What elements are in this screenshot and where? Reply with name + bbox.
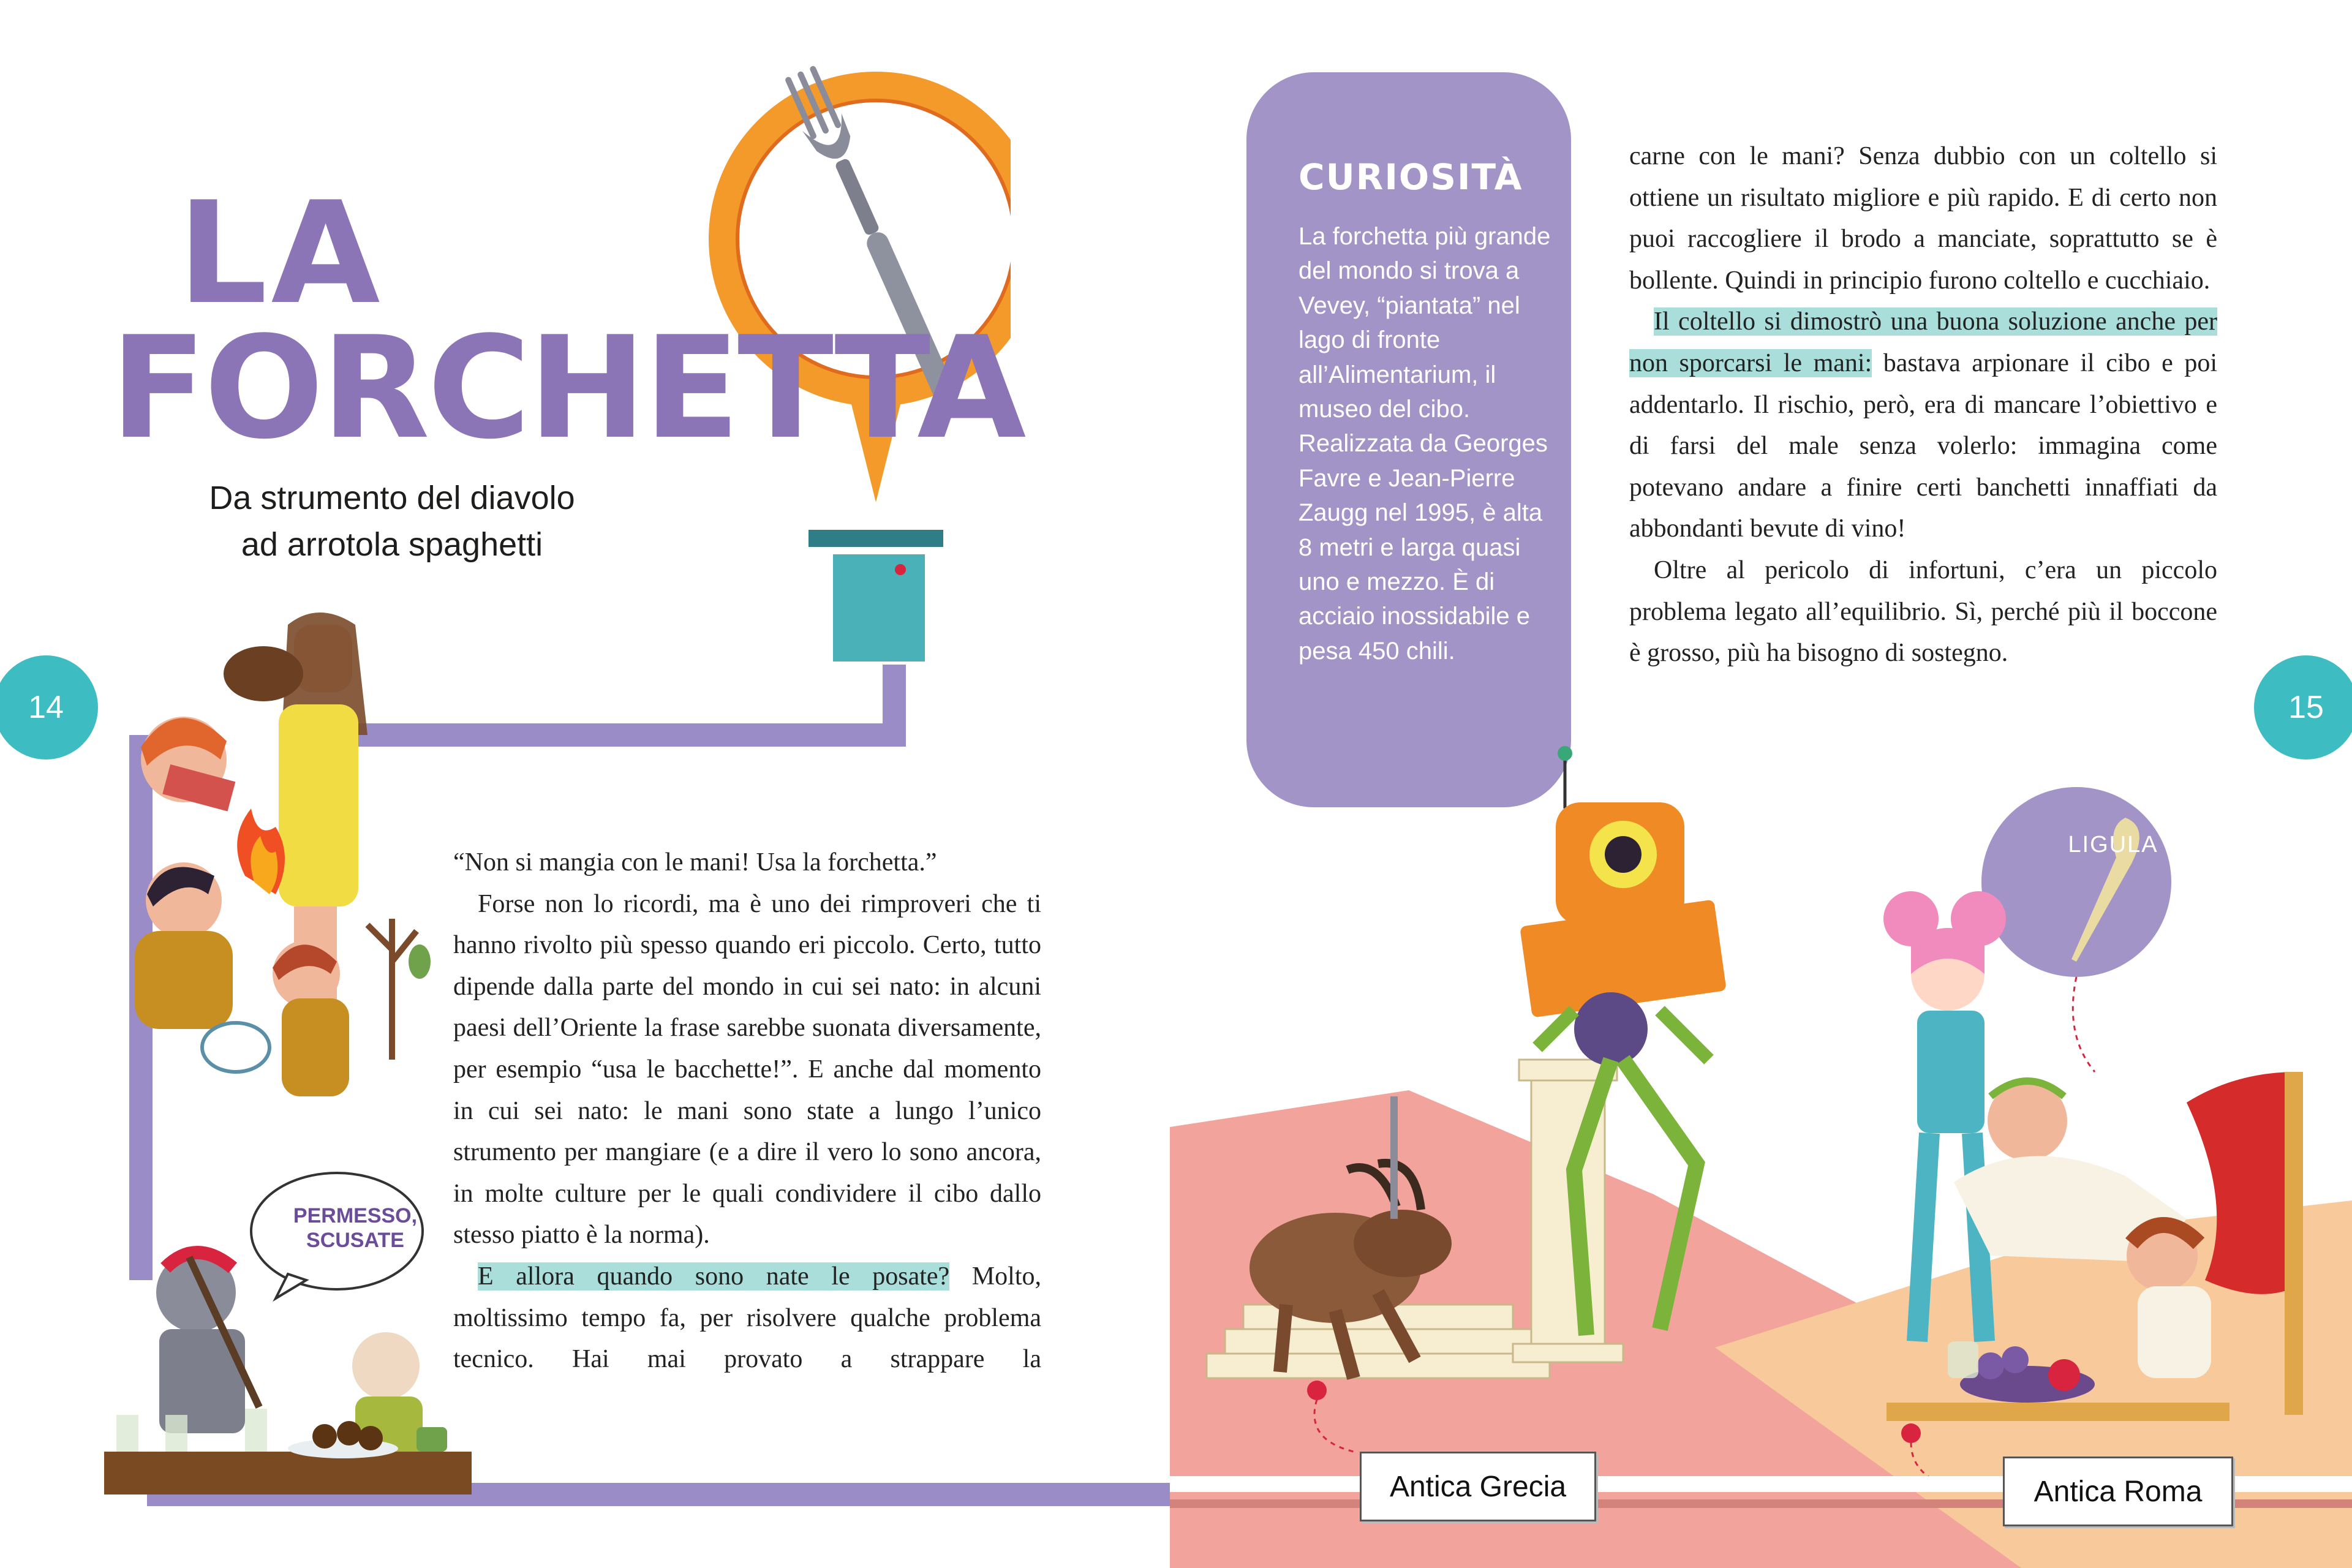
speech-bubble-line-2: SCUSATE	[306, 1229, 404, 1252]
curiosita-heading: CURIOSITÀ	[1298, 156, 1523, 198]
left-paragraph-1: “Non si mangia con le mani! Usa la forchetta.”	[453, 848, 937, 876]
teal-box	[833, 554, 925, 662]
right-paragraph-2	[1629, 301, 2217, 550]
ligula-label: LIGULA	[2068, 832, 2158, 858]
right-paragraph-1: carne con le mani? Senza dubbio con un coltello si ottiene un risultato migliore e più rapido. E di certo non puoi raccogliere il brodo a manciate, soprattutto se è bollente. Quindi in principio furono coltello e cucchiaio.	[1629, 142, 2217, 295]
title-line-1: LA	[178, 172, 384, 336]
left-paragraph-3	[453, 1256, 1041, 1381]
right-paragraph-3: Oltre al pericolo di infortuni, c’era un piccolo problema legato all’equilibrio. Sì, perché più il boccone è grosso, più ha bisogno di sostegno.	[1629, 556, 2217, 668]
speech-bubble-line-1: PERMESSO,	[293, 1204, 418, 1227]
left-body-text	[453, 842, 1041, 1381]
page-number-right: 15	[2254, 655, 2352, 760]
teal-box-lid	[809, 530, 943, 547]
subtitle-line-1: Da strumento del diavolo	[209, 480, 575, 516]
label-antica-grecia: Antica Grecia	[1360, 1452, 1596, 1521]
cavemen-illustration	[61, 606, 441, 1145]
highlight-question: E allora quando sono nate le posate?	[478, 1262, 950, 1291]
speech-bubble	[288, 1204, 423, 1253]
title-line-2: FORCHETTA	[110, 307, 1024, 470]
left-paragraph-3-tail: Molto, moltissimo tempo fa, per risolvere qualche problema tecnico. Hai mai provato a strappare la	[453, 1262, 1041, 1374]
right-paragraph-2-tail: bastava arpionare il cibo e poi addentarlo. Il rischio, però, era di mancare l’obiettivo e di farsi del male senza volerlo: immagina come potevano andare a finire certi banchetti innaffiati da abbondanti bevute di vino!	[1629, 349, 2218, 543]
page-number-left: 14	[0, 655, 98, 760]
robot-greece-illustration	[1194, 741, 1838, 1464]
curiosita-text: La forchetta più grande del mondo si trova a Vevey, “piantata” nel lago di fronte all’Alimentarium, il museo del cibo. Realizzata da Georges Favre e Jean-Pierre Zaugg nel 1995, è alta 8 metri e larga quasi uno e mezzo. È di acciaio inossidabile e pesa 450 chili.	[1298, 223, 1551, 665]
label-antica-roma: Antica Roma	[2003, 1457, 2233, 1526]
subtitle-line-2: ad arrotola spaghetti	[241, 526, 543, 563]
roman-banquet-illustration	[1807, 778, 2352, 1476]
subtitle	[202, 475, 582, 568]
left-paragraph-2: Forse non lo ricordi, ma è uno dei rimproveri che ti hanno rivolto più spesso quando eri piccolo. Certo, tutto dipende dalla parte del mondo in cui sei nato: in alcuni paesi dell’Oriente la frase sarebbe suonata diversamente, per esempio “usa le bacchette!”. E anche dal momento in cui sei nato: le mani sono state a lungo l’unico strumento per mangiare (e a dire il vero lo sono ancora, in molte culture per le quali condividere il cibo dallo stesso piatto è la norma).	[453, 889, 1041, 1250]
right-body-text	[1629, 136, 2217, 674]
highlight-sentence: Il coltello si dimostrò una buona soluzione anche per non sporcarsi le mani:	[1629, 307, 2217, 377]
